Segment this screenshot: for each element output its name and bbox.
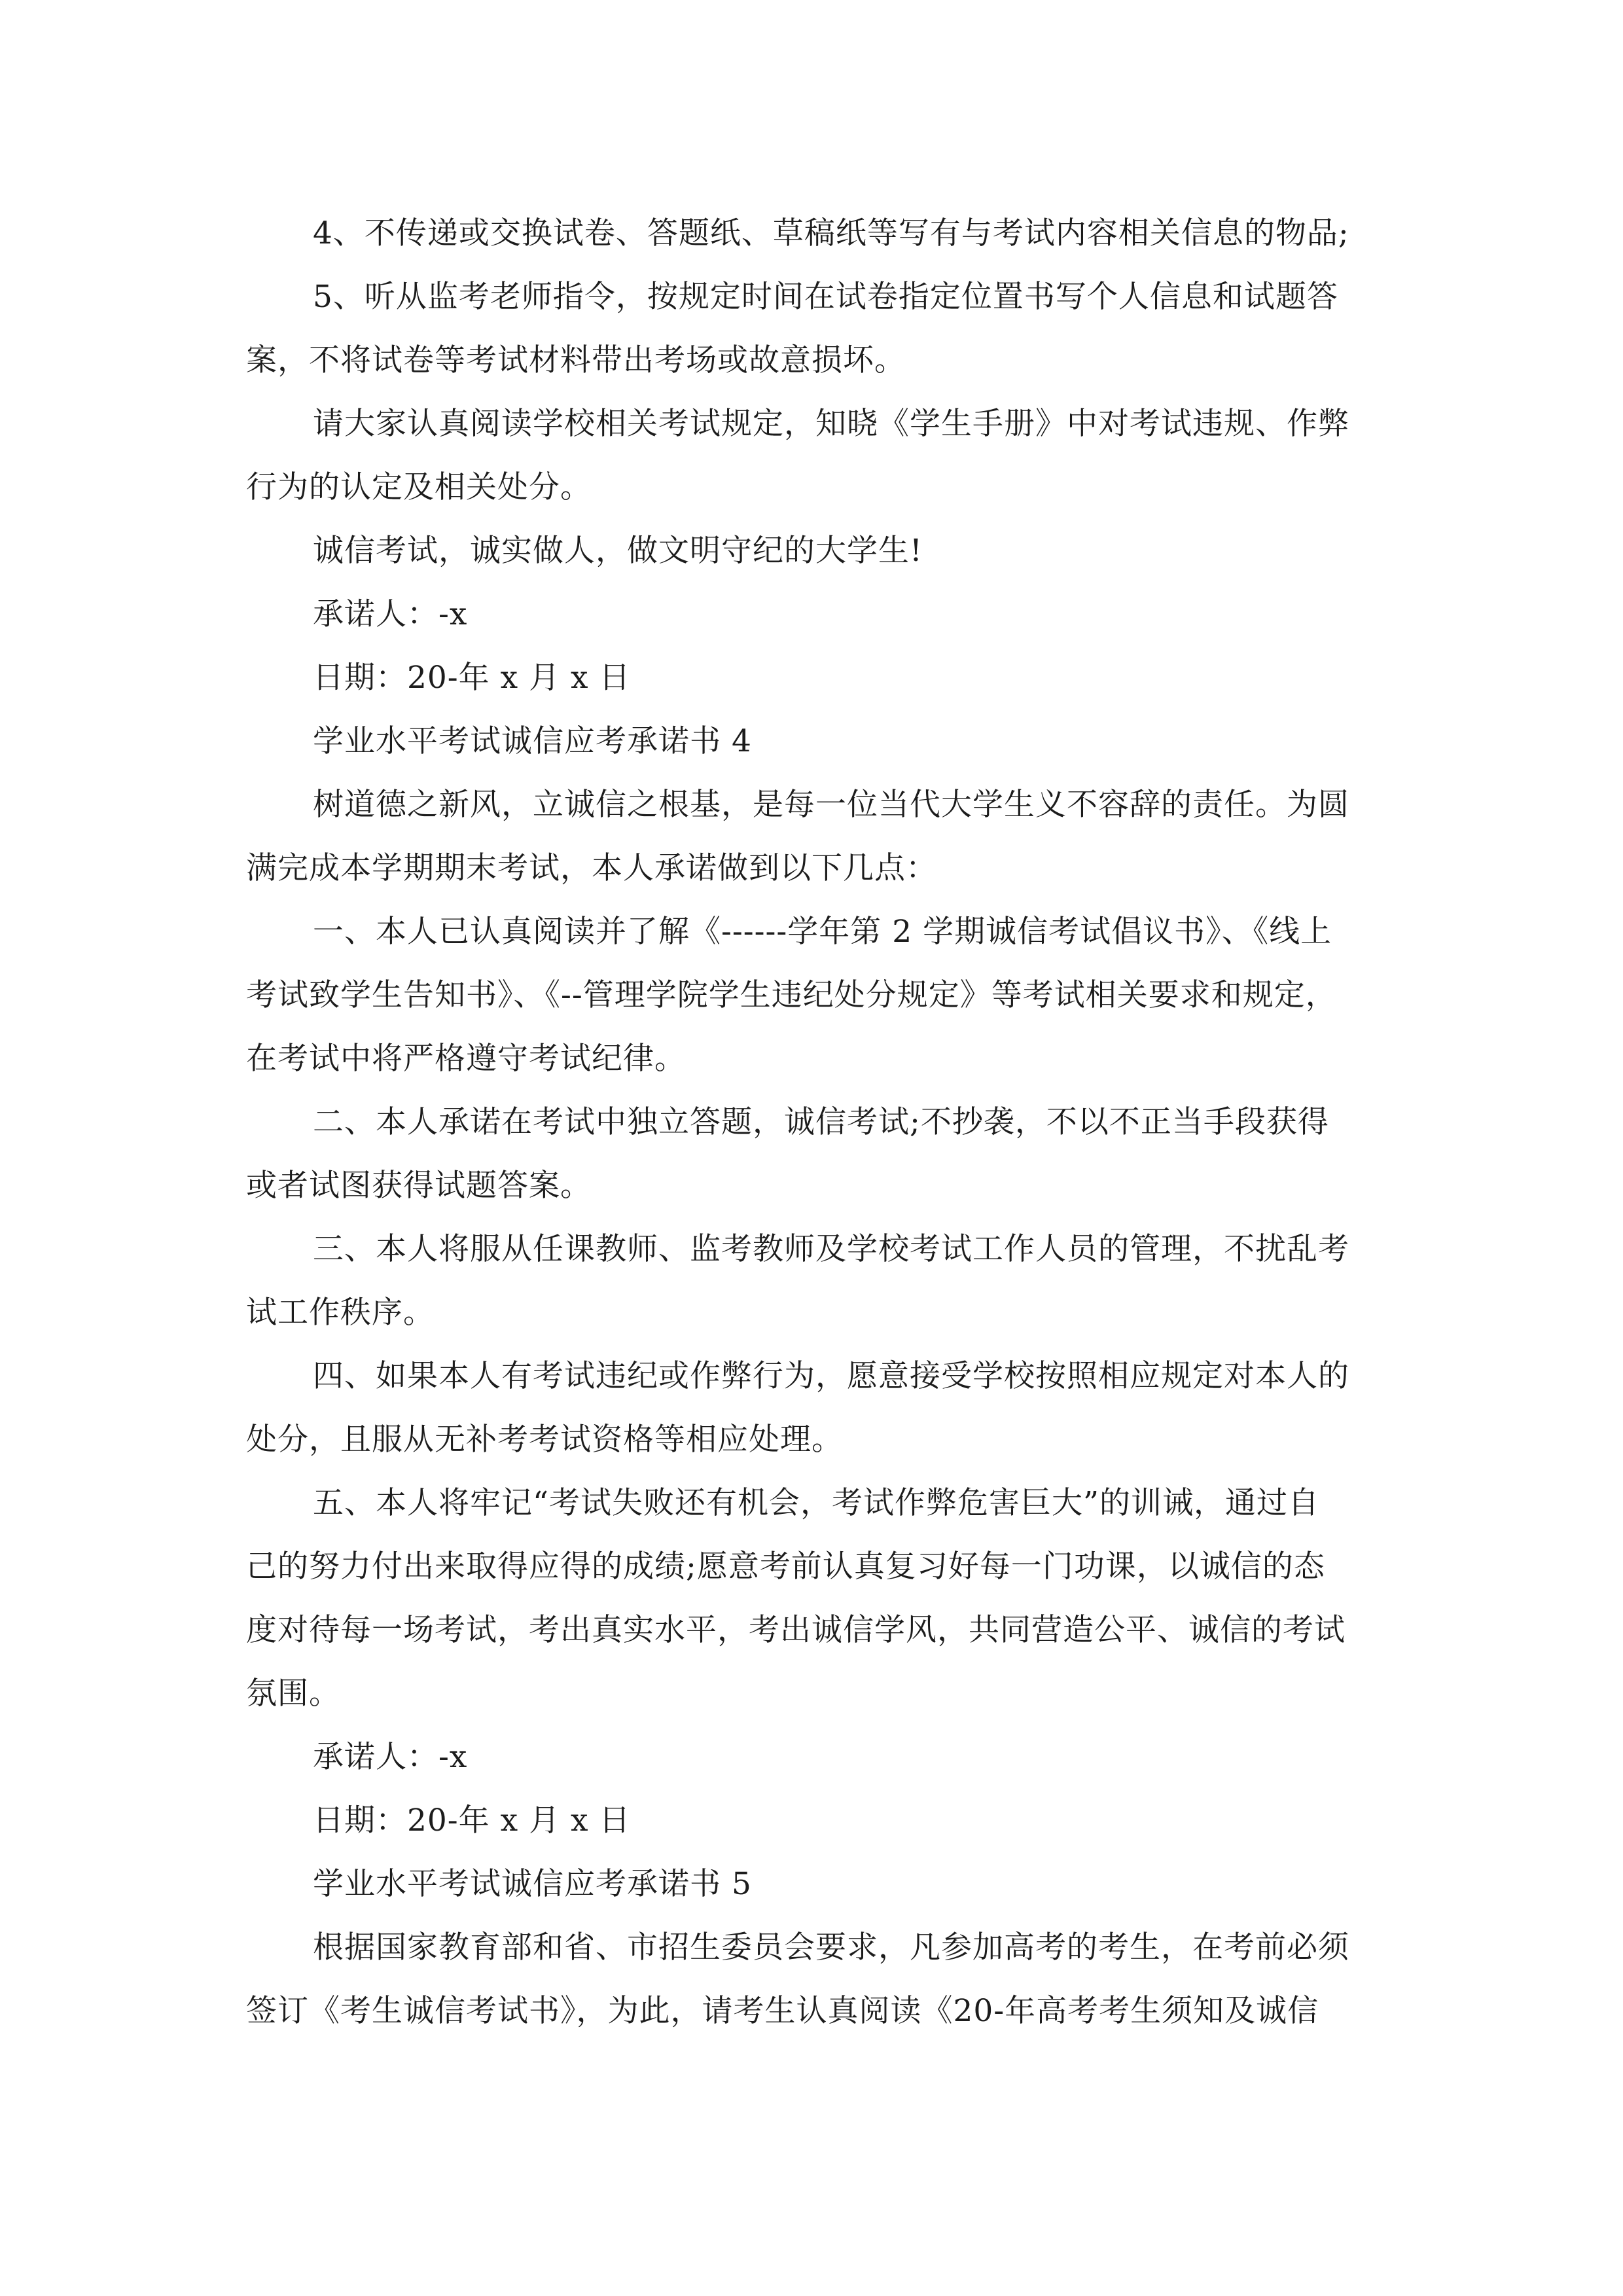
- text-line-13: 考试致学生告知书》、《--管理学院学生违纪处分规定》等考试相关要求和规定，: [246, 977, 1337, 1013]
- signatory-line-2: 承诺人：-x: [313, 1739, 468, 1775]
- text-line-1: 4、不传递或交换试卷、答题纸、草稿纸等写有与考试内容相关信息的物品;: [313, 215, 1349, 251]
- text-line-10: 树道德之新风，立诚信之根基，是每一位当代大学生义不容辞的责任。为圆: [313, 787, 1349, 823]
- text-line-23: 度对待每一场考试，考出真实水平，考出诚信学风，共同营造公平、诚信的考试: [246, 1612, 1346, 1648]
- section-heading-4: 学业水平考试诚信应考承诺书 4: [313, 723, 752, 759]
- date-line-2: 日期：20-年 x 月 x 日: [313, 1803, 631, 1839]
- text-line-11: 满完成本学期期末考试，本人承诺做到以下几点：: [246, 850, 937, 886]
- text-line-20: 处分，且服从无补考考试资格等相应处理。: [246, 1422, 843, 1458]
- text-line-12: 一、本人已认真阅读并了解《------学年第 2 学期诚信考试倡议书》、《线上: [313, 914, 1332, 950]
- text-line-24: 氛围。: [246, 1676, 340, 1712]
- text-line-18: 试工作秩序。: [246, 1295, 435, 1331]
- document-body: [246, 202, 1378, 2043]
- section-heading-5: 学业水平考试诚信应考承诺书 5: [313, 1866, 752, 1902]
- date-line: 日期：20-年 x 月 x 日: [313, 660, 631, 696]
- text-line-29: 签订《考生诚信考试书》，为此，请考生认真阅读《20-年高考考生须知及诚信: [246, 1993, 1319, 2029]
- signatory-line: 承诺人：-x: [313, 596, 468, 632]
- text-line-28: 根据国家教育部和省、市招生委员会要求，凡参加高考的考生，在考前必须: [313, 1929, 1349, 1965]
- text-line-21: 五、本人将牢记“考试失败还有机会，考试作弊危害巨大”的训诫，通过自: [313, 1485, 1320, 1521]
- text-line-17: 三、本人将服从任课教师、监考教师及学校考试工作人员的管理，不扰乱考: [313, 1231, 1349, 1267]
- text-line-2: 5、听从监考老师指令，按规定时间在试卷指定位置书写个人信息和试题答: [313, 279, 1338, 315]
- text-line-15: 二、本人承诺在考试中独立答题，诚信考试;不抄袭，不以不正当手段获得: [313, 1104, 1329, 1140]
- text-line-14: 在考试中将严格遵守考试纪律。: [246, 1041, 686, 1077]
- text-line-16: 或者试图获得试题答案。: [246, 1168, 592, 1204]
- text-line-4: 请大家认真阅读学校相关考试规定，知晓《学生手册》中对考试违规、作弊: [313, 406, 1349, 442]
- text-line-22: 己的努力付出来取得应得的成绩;愿意考前认真复习好每一门功课，以诚信的态: [246, 1549, 1325, 1585]
- text-line-5: 行为的认定及相关处分。: [246, 469, 592, 505]
- text-line-19: 四、如果本人有考试违纪或作弊行为，愿意接受学校按照相应规定对本人的: [313, 1358, 1349, 1394]
- text-line-6: 诚信考试，诚实做人，做文明守纪的大学生!: [313, 533, 923, 569]
- text-line-3: 案，不将试卷等考试材料带出考场或故意损坏。: [246, 342, 906, 378]
